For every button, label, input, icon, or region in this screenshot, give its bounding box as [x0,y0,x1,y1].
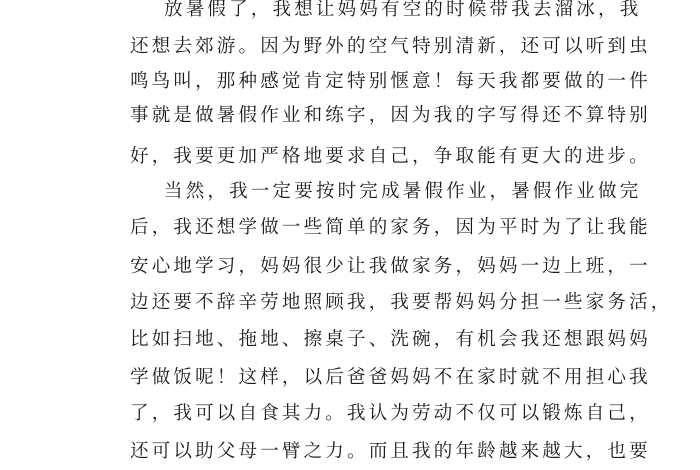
text-line: 了，我可以自食其力。我认为劳动不仅可以锻炼自己， [130,403,651,424]
text-line: 还想去郊游。因为野外的空气特别清新，还可以听到虫 [130,36,651,57]
text-line: 事就是做暑假作业和练字，因为我的字写得还不算特别 [130,105,651,126]
text-line: 当然，我一定要按时完成暑假作业，暑假作业做完 [164,181,642,202]
text-line: 还可以助父母一臂之力。而且我的年龄越来越大，也要 [130,441,651,462]
text-line: 边还要不辞辛劳地照顾我，我要帮妈妈分担一些家务活， [130,292,673,313]
text-line: 后，我还想学做一些简单的家务，因为平时为了让我能 [130,217,651,238]
text-line: 好，我要更加严格地要求自己，争取能有更大的进步。 [130,146,651,167]
text-line: 安心地学习，妈妈很少让我做家务，妈妈一边上班，一 [130,256,651,277]
text-line: 鸣鸟叫，那种感觉肯定特别惬意！每天我都要做的一件 [130,71,651,92]
text-line: 学做饭呢！这样，以后爸爸妈妈不在家时就不用担心我 [130,367,651,388]
text-line: 比如扫地、拖地、擦桌子、洗碗，有机会我还想跟妈妈 [130,329,651,350]
text-line: 放暑假了，我想让妈妈有空的时候带我去溜冰，我 [164,0,642,20]
